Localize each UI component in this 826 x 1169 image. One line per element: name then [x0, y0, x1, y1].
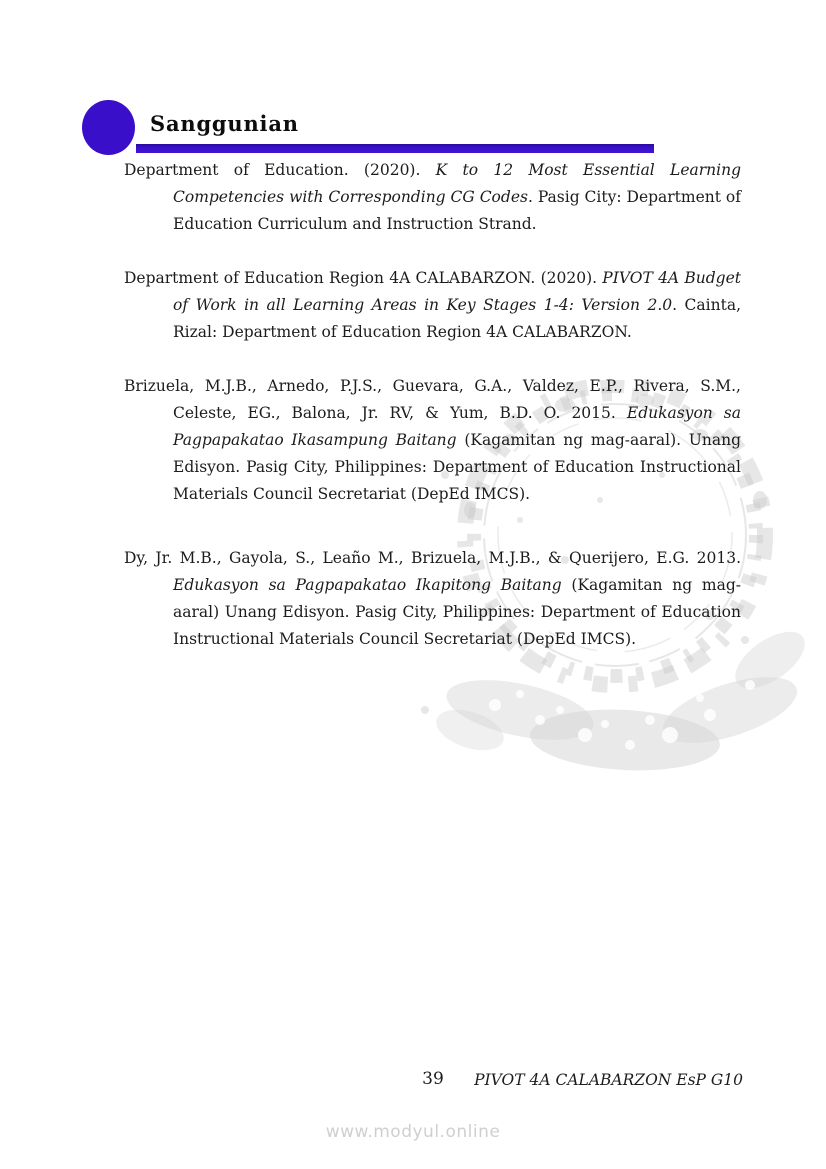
- reference-text-normal: Department of Education Region 4A CALABARZON. (2020).: [124, 269, 603, 287]
- reference-text-italic: K to 12 Most Essential Learning Competencies with Corresponding CG Codes: [173, 161, 741, 206]
- reference-text-italic: PIVOT 4A Budget of Work in all Learning Areas in Key Stages 1-4: Version 2.0: [173, 269, 741, 314]
- reference-entry: [124, 157, 741, 238]
- reference-text-normal: . Pasig City: Department of Education Curriculum and Instruction Strand.: [173, 188, 741, 233]
- reference-entry: [124, 373, 741, 508]
- references-list: [124, 157, 741, 680]
- reference-text-normal: Dy, Jr. M.B., Gayola, S., Leaño M., Brizuela, M.J.B., & Querijero, E.G. 2013.: [124, 549, 741, 567]
- reference-text-normal: Department of Education. (2020).: [124, 161, 436, 179]
- section-title: Sanggunian: [150, 111, 299, 136]
- reference-text-italic: Edukasyon sa Pagpapakatao Ikapitong Baitang: [173, 576, 562, 594]
- reference-text-italic: Edukasyon sa Pagpapakatao Ikasampung Baitang: [173, 404, 741, 449]
- reference-text-normal: (Kagamitan ng mag-aaral). Unang Edisyon. Pasig City, Philippines: Department of Education Instructional Materials Council Secretariat (DepEd IMCS).: [173, 431, 742, 503]
- section-bullet-circle: [82, 100, 135, 155]
- reference-entry: [124, 265, 741, 346]
- site-watermark: www.modyul.online: [325, 1122, 501, 1142]
- page-number: 39: [422, 1069, 444, 1089]
- reference-entry: [124, 545, 741, 653]
- edition-label: PIVOT 4A CALABARZON EsP G10: [474, 1071, 743, 1089]
- reference-text-normal: . Cainta, Rizal: Department of Education Region 4A CALABARZON.: [173, 296, 741, 341]
- reference-text-normal: Brizuela, M.J.B., Arnedo, P.J.S., Guevara, G.A., Valdez, E.P., Rivera, S.M., Celeste, EG., Balona, Jr. RV, & Yum, B.D. O. 2015.: [124, 377, 741, 422]
- reference-text-normal: (Kagamitan ng mag-aaral) Unang Edisyon. Pasig City, Philippines: Department of Education Instructional Materials Council Secretariat (DepEd IMCS).: [173, 576, 741, 648]
- title-underline-bar: [136, 144, 654, 153]
